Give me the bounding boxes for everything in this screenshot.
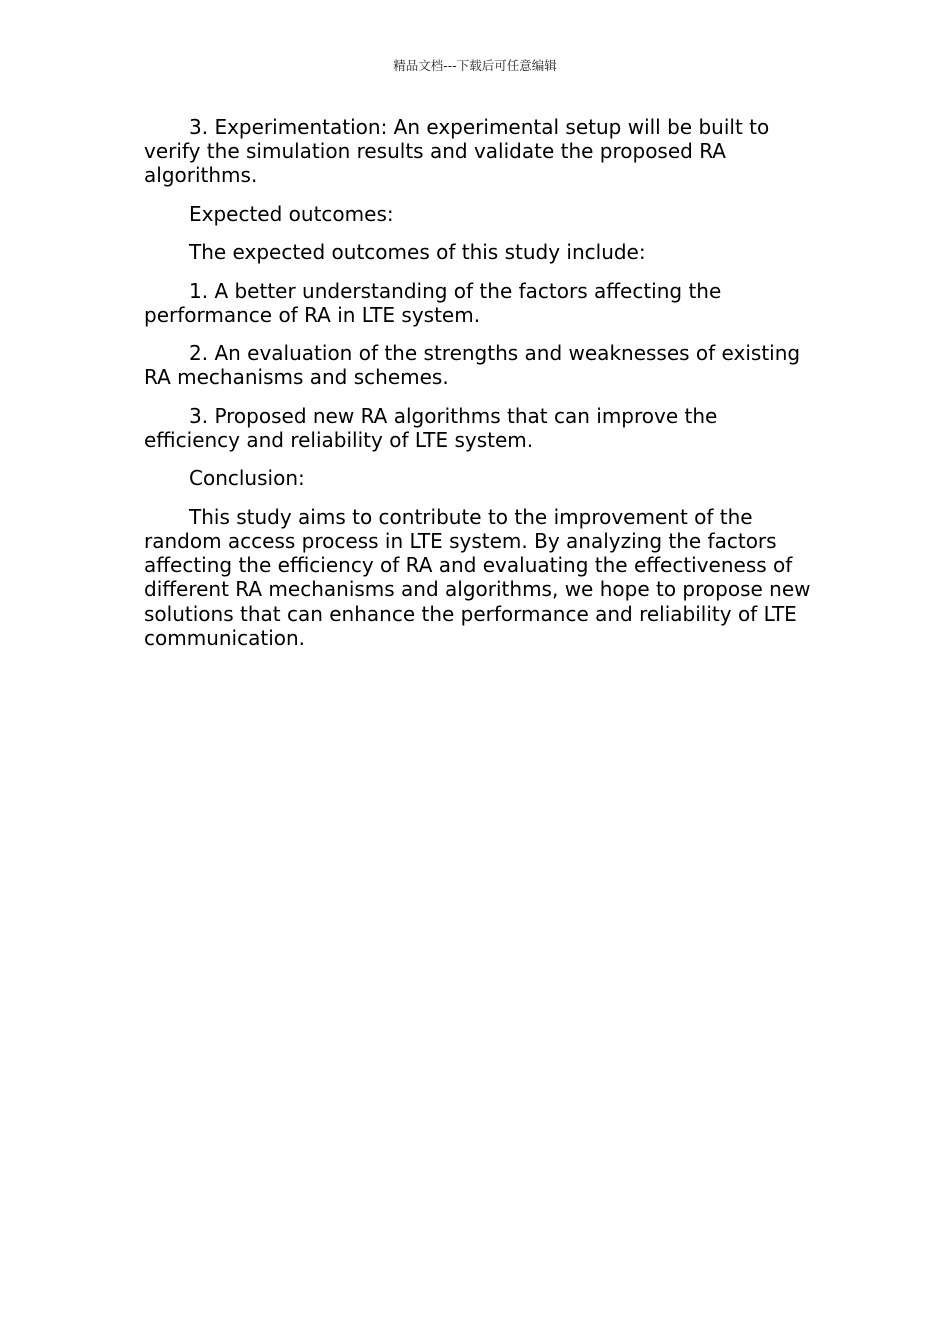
list-item-outcome-1: 1. A better understanding of the factors affecting the performance of RA in LTE system.: [144, 278, 722, 327]
document-body: [144, 115, 814, 664]
heading-expected-outcomes: Expected outcomes:: [189, 201, 394, 226]
list-item-outcome-3: 3. Proposed new RA algorithms that can improve the efficiency and reliability of LTE system.: [144, 403, 718, 452]
paragraph-experimentation: 3. Experimentation: An experimental setup will be built to verify the simulation results and validate the proposed RA algorithms.: [144, 115, 770, 188]
heading-conclusion: Conclusion:: [189, 466, 305, 491]
list-item-outcome-2: 2. An evaluation of the strengths and weaknesses of existing RA mechanisms and schemes.: [144, 341, 801, 390]
paragraph-outcomes-intro: The expected outcomes of this study include:: [189, 240, 646, 265]
paragraph-conclusion: This study aims to contribute to the improvement of the random access process in LTE system. By analyzing the factors affecting the efficiency of RA and evaluating the effectiveness of different RA mechanisms and algorithms, we hope to propose new solutions that can enhance the performance and reliability of LTE communication.: [144, 504, 811, 650]
page-header: 精品文档---下载后可任意编辑: [393, 58, 557, 73]
